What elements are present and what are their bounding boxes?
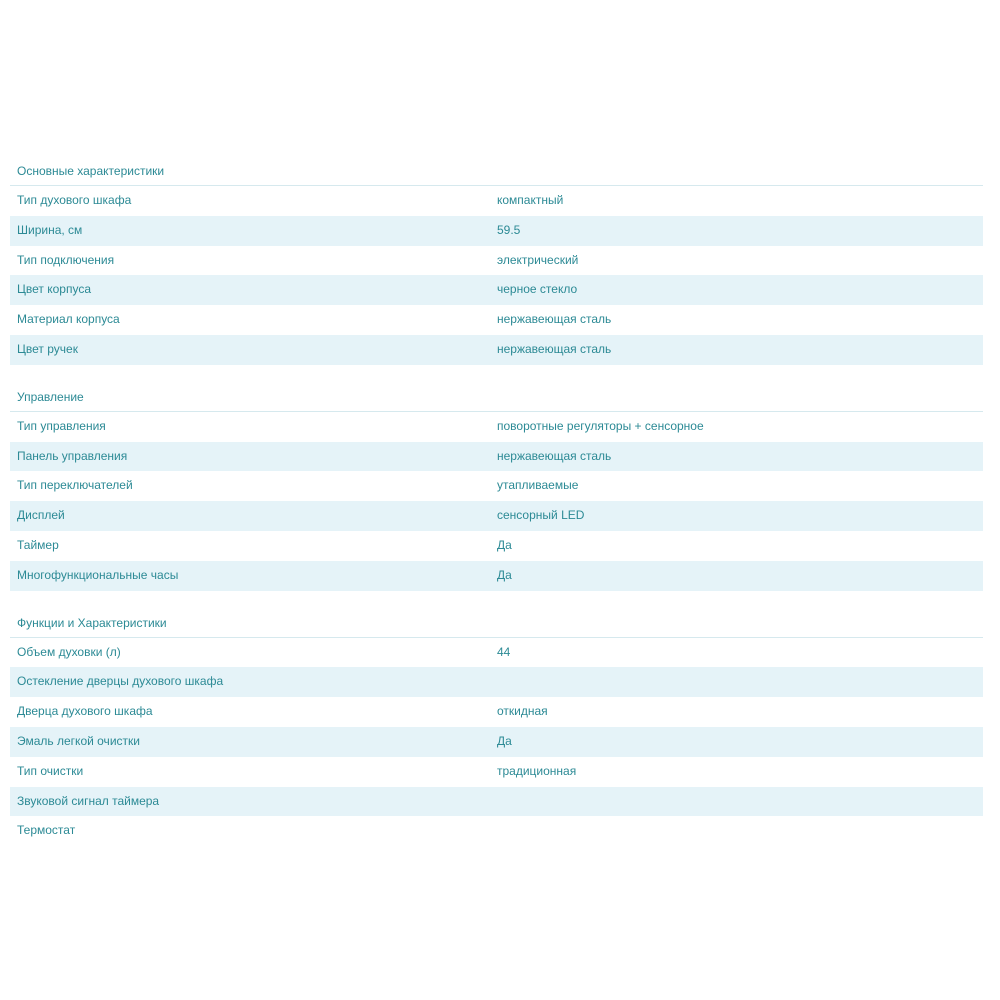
- spec-value: нержавеющая сталь: [497, 341, 612, 356]
- spec-value: [497, 667, 983, 697]
- spec-value: сенсорный LED: [497, 508, 585, 523]
- spec-value: Да: [497, 537, 512, 552]
- spec-row: [10, 412, 983, 442]
- spec-label: Тип очистки: [17, 763, 84, 778]
- specifications-table: [10, 156, 983, 846]
- spec-row: [10, 216, 983, 246]
- spec-label: Многофункциональные часы: [17, 567, 179, 582]
- spec-label: Цвет ручек: [17, 341, 78, 356]
- spec-value: 59.5: [497, 222, 521, 237]
- spec-label: Остекление дверцы духового шкафа: [17, 674, 224, 689]
- spec-label: Тип переключателей: [17, 478, 133, 493]
- spec-row: [10, 561, 983, 591]
- spec-label: Таймер: [17, 537, 59, 552]
- section-spacer: [10, 591, 983, 608]
- spec-value: поворотные регуляторы + сенсорное: [497, 418, 704, 433]
- spec-value: Да: [497, 567, 512, 582]
- spec-value: электрический: [497, 252, 579, 267]
- spec-value: традиционная: [497, 763, 577, 778]
- spec-row: [10, 246, 983, 276]
- spec-row: [10, 816, 983, 846]
- spec-row: [10, 275, 983, 305]
- spec-value: черное стекло: [497, 282, 578, 297]
- spec-value: Да: [497, 733, 512, 748]
- spec-label: Ширина, см: [17, 222, 83, 237]
- spec-row: [10, 638, 983, 668]
- spec-label: Материал корпуса: [17, 312, 120, 327]
- spec-value: [497, 787, 983, 817]
- section-title: Функции и Характеристики: [10, 608, 983, 638]
- spec-label: Эмаль легкой очистки: [17, 733, 140, 748]
- spec-row: [10, 471, 983, 501]
- spec-label: Цвет корпуса: [17, 282, 91, 297]
- spec-row: [10, 305, 983, 335]
- spec-row: [10, 727, 983, 757]
- spec-value: [497, 816, 983, 846]
- section-main-characteristics: [10, 156, 983, 382]
- section-controls: [10, 382, 983, 608]
- spec-value: откидная: [497, 704, 548, 719]
- spec-label: Тип духового шкафа: [17, 193, 132, 207]
- spec-label: Объем духовки (л): [17, 644, 121, 659]
- spec-row: [10, 757, 983, 787]
- spec-label: Дверца духового шкафа: [17, 704, 153, 719]
- spec-label: Тип управления: [17, 418, 106, 433]
- spec-row: [10, 442, 983, 472]
- spec-value: нержавеющая сталь: [497, 312, 612, 327]
- spec-label: Панель управления: [17, 448, 128, 463]
- section-spacer: [10, 365, 983, 382]
- spec-row: [10, 186, 983, 216]
- spec-row: [10, 531, 983, 561]
- spec-label: Звуковой сигнал таймера: [17, 793, 160, 808]
- spec-value: утапливаемые: [497, 478, 579, 493]
- spec-row: [10, 667, 983, 697]
- spec-row: [10, 787, 983, 817]
- spec-label: Тип подключения: [17, 252, 115, 267]
- spec-row: [10, 697, 983, 727]
- spec-row: [10, 335, 983, 365]
- section-title: Основные характеристики: [10, 156, 983, 186]
- section-title: Управление: [10, 382, 983, 412]
- spec-label: Дисплей: [17, 508, 65, 523]
- spec-value: компактный: [497, 193, 564, 207]
- spec-label: Термостат: [17, 823, 76, 838]
- spec-value: нержавеющая сталь: [497, 448, 612, 463]
- spec-value: 44: [497, 644, 511, 659]
- spec-row: [10, 501, 983, 531]
- section-functions: [10, 608, 983, 847]
